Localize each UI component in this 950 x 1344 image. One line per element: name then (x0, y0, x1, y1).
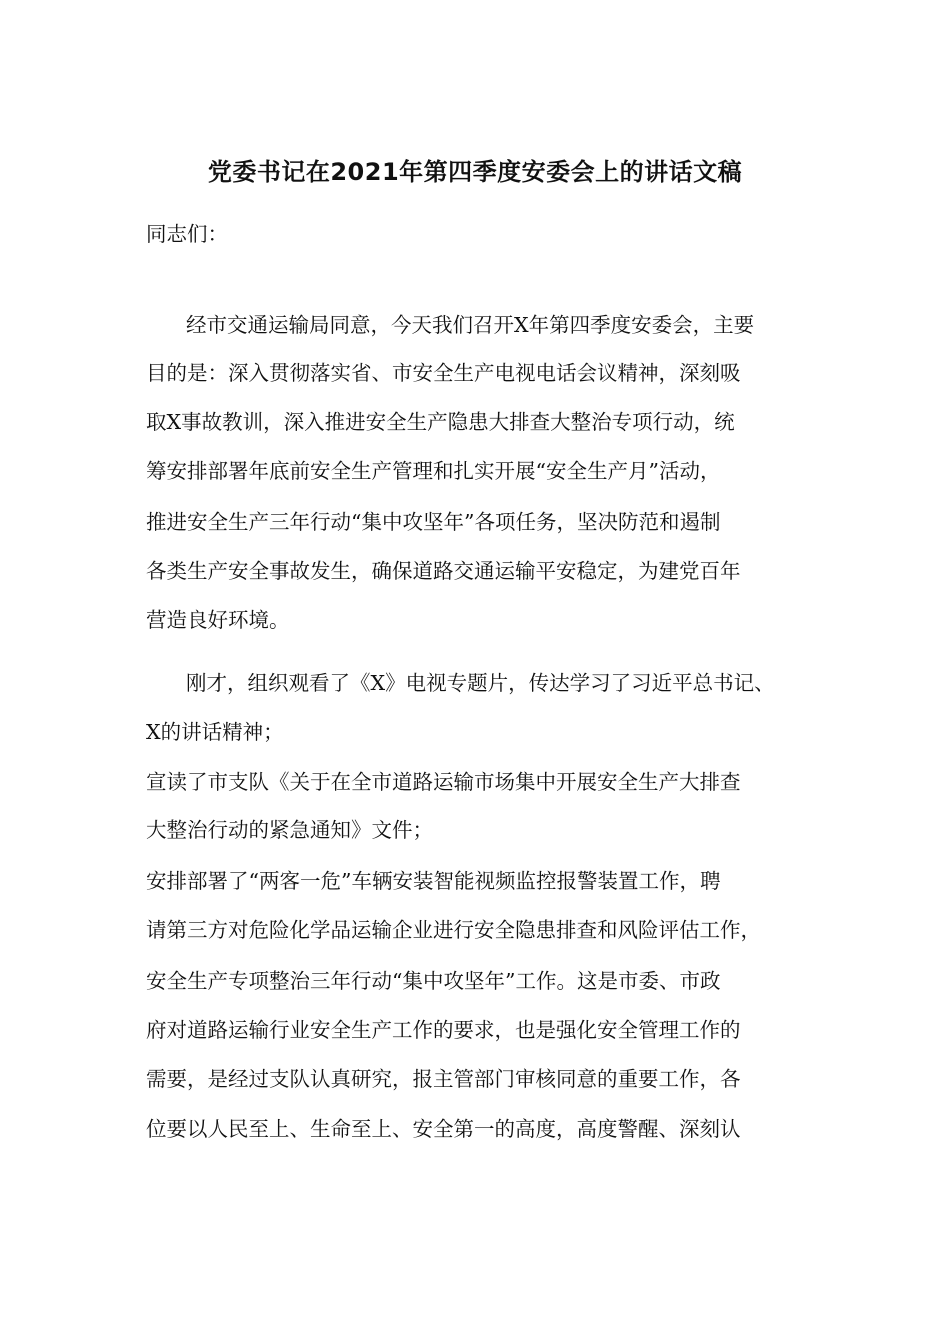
paragraph-line: 请第三方对危险化学品运输企业进行安全隐患排查和风险评估工作， (146, 918, 761, 942)
paragraph-line: 筹安排部署年底前安全生产管理和扎实开展“安全生产月”活动， (146, 459, 721, 483)
document-title: 党委书记在2021年第四季度安委会上的讲话文稿 (207, 158, 743, 186)
paragraph-line: 需要，是经过支队认真研究，报主管部门审核同意的重要工作，各 (146, 1067, 741, 1091)
paragraph-line: 各类生产安全事故发生，确保道路交通运输平安稳定，为建党百年 (146, 559, 741, 583)
paragraph-line: 经市交通运输局同意，今天我们召开X年第四季度安委会，主要 (186, 313, 755, 337)
paragraph-line: 营造良好环境。 (146, 608, 290, 632)
paragraph-line: 府对道路运输行业安全生产工作的要求，也是强化安全管理工作的 (146, 1018, 741, 1042)
paragraph-line: 刚才，组织观看了《X》电视专题片，传达学习了习近平总书记、 (186, 671, 775, 695)
paragraph-line: 宣读了市支队《关于在全市道路运输市场集中开展安全生产大排查 (146, 770, 741, 794)
paragraph-line: 取X事故教训，深入推进安全生产隐患大排查大整治专项行动，统 (146, 410, 735, 434)
paragraph-line: 安全生产专项整治三年行动“集中攻坚年”工作。这是市委、市政 (146, 969, 721, 993)
salutation: 同志们： (146, 222, 228, 246)
paragraph-line: 目的是：深入贯彻落实省、市安全生产电视电话会议精神，深刻吸 (146, 361, 741, 385)
paragraph-line: 位要以人民至上、生命至上、安全第一的高度，高度警醒、深刻认 (146, 1117, 741, 1141)
paragraph-line: X的讲话精神； (146, 720, 284, 744)
paragraph-line: 推进安全生产三年行动“集中攻坚年”各项任务，坚决防范和遏制 (146, 510, 721, 534)
paragraph-line: 安排部署了“两客一危”车辆安装智能视频监控报警装置工作，聘 (146, 869, 721, 893)
paragraph-line: 大整治行动的紧急通知》文件； (146, 818, 433, 842)
